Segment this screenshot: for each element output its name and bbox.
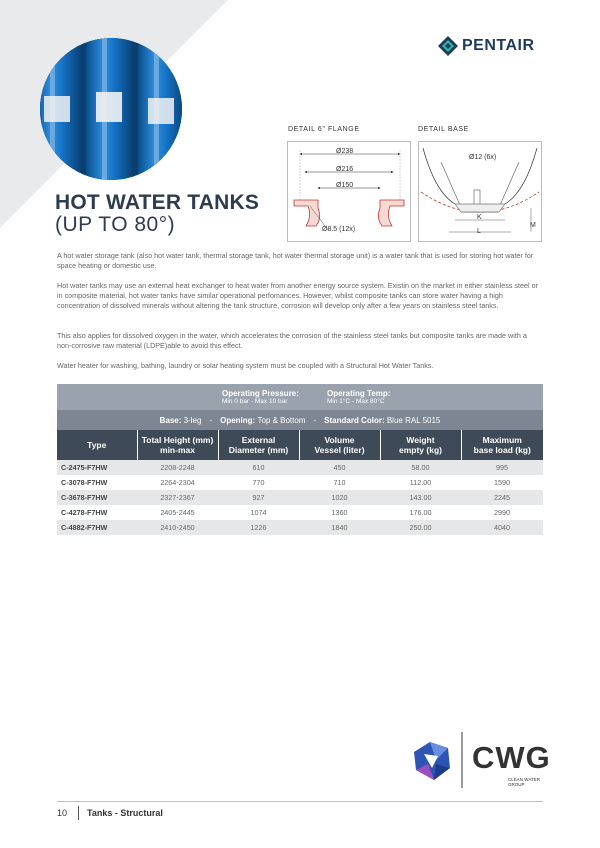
table-cell: 143.00 [380,490,461,505]
dim-150: Ø150 [336,182,354,189]
base-opening-color-bar: Base: 3-leg - Opening: Top & Bottom - Standard Color: Blue RAL 5015 [57,410,543,430]
table-cell: 58.00 [380,460,461,475]
footer-rule [57,801,543,802]
operating-pressure: Operating Pressure: Min 0 bar - Max 10 bar [222,389,299,405]
page-subtitle: (UP TO 80°) [55,213,176,236]
dim-238: Ø238 [336,148,354,155]
page-number: 10 [57,808,68,818]
column-header: External Diameter (mm) [218,430,299,460]
table-cell: 610 [218,460,299,475]
operating-conditions-bar [57,384,543,410]
oxygen-paragraph: This also applies for dissolved oxygen in the water, which accelerates the corrosion of the stainless steel tanks but composite tanks are made with a non-corrosive raw material (LDPE)able to avoid this effect. [57,331,527,351]
intro-paragraph: A hot water storage tank (also hot water tank, thermal storage tank, hot water thermal storage unit) is a water tank that is used for storing hot water for space heating or domestic use. [57,251,534,271]
footer-divider [78,806,79,820]
table-row [57,460,543,475]
column-header: Maximum base load (kg) [461,430,543,460]
table-row [57,505,543,520]
column-header: Volume Vessel (liter) [299,430,380,460]
operating-temp: Operating Temp: Min 1°C - Max 80°C [327,389,391,405]
table-cell: 995 [461,460,543,475]
table-cell: 250.00 [380,520,461,535]
dim-216: Ø216 [336,166,354,173]
flange-detail-label: DETAIL 6" FLANGE [288,126,360,133]
model-type-cell: C-4278-F7HW [57,505,137,520]
column-header: Total Height (mm) min-max [137,430,218,460]
column-header: Weight empty (kg) [380,430,461,460]
table-cell: 112.00 [380,475,461,490]
table-cell: 2327-2367 [137,490,218,505]
model-type-cell: C-3078-F7HW [57,475,137,490]
column-header: Type [57,430,137,460]
pentair-mark-icon [438,36,458,56]
table-row [57,520,543,535]
table-cell: 1074 [218,505,299,520]
specifications-table [57,430,543,535]
table-cell: 1840 [299,520,380,535]
table-cell: 2990 [461,505,543,520]
page-title: HOT WATER TANKS [55,191,260,214]
footer-section: Tanks - Structural [87,808,163,818]
table-cell: 450 [299,460,380,475]
table-cell: 1590 [461,475,543,490]
model-type-cell: C-4882-F7HW [57,520,137,535]
table-row [57,490,543,505]
table-cell: 1226 [218,520,299,535]
cwg-logo [410,730,550,792]
tank-photo [40,38,182,180]
table-header-row [57,430,543,460]
model-type-cell: C-3678-F7HW [57,490,137,505]
table-cell: 2208-2248 [137,460,218,475]
table-cell: 2410-2450 [137,520,218,535]
table-cell: 4040 [461,520,543,535]
dim-k: K [477,214,482,221]
table-cell: 2245 [461,490,543,505]
table-row [57,475,543,490]
table-cell: 2264-2304 [137,475,218,490]
table-cell: 770 [218,475,299,490]
dim-l: L [477,228,481,235]
table-cell: 2405-2445 [137,505,218,520]
dim-bolt-holes: Ø8.5 (12x) [322,226,356,233]
dim-base-holes: Ø12 (6x) [469,154,497,161]
table-cell: 1020 [299,490,380,505]
cwg-tagline: CLEAN WATER GROUP [508,777,541,787]
table-cell: 176.00 [380,505,461,520]
coupling-paragraph: Water heater for washing, bathing, laundry or solar heating system must be coupled with a Structural Hot Water Tanks. [57,361,434,370]
dim-m: M [530,222,536,229]
base-detail-label: DETAIL BASE [418,126,469,133]
cwg-wordmark: CWG [472,740,551,775]
heat-exchanger-paragraph: Hot water tanks may use an external heat exchanger to heat water from another energy source system. Existin on the market in either stainless steel or in composite material, hot water tanks have similar operational perfomances. However, whilst composite tanks can store water having a high concentration of dissolved minerals without altering the tank structure, corrosion will develop only after a few years on stainless steel tanks. [57,281,539,311]
model-type-cell: C-2475-F7HW [57,460,137,475]
pentair-logo [438,36,535,56]
table-cell: 1360 [299,505,380,520]
table-cell: 927 [218,490,299,505]
table-cell: 710 [299,475,380,490]
pentair-wordmark: PENTAIR [462,37,535,54]
